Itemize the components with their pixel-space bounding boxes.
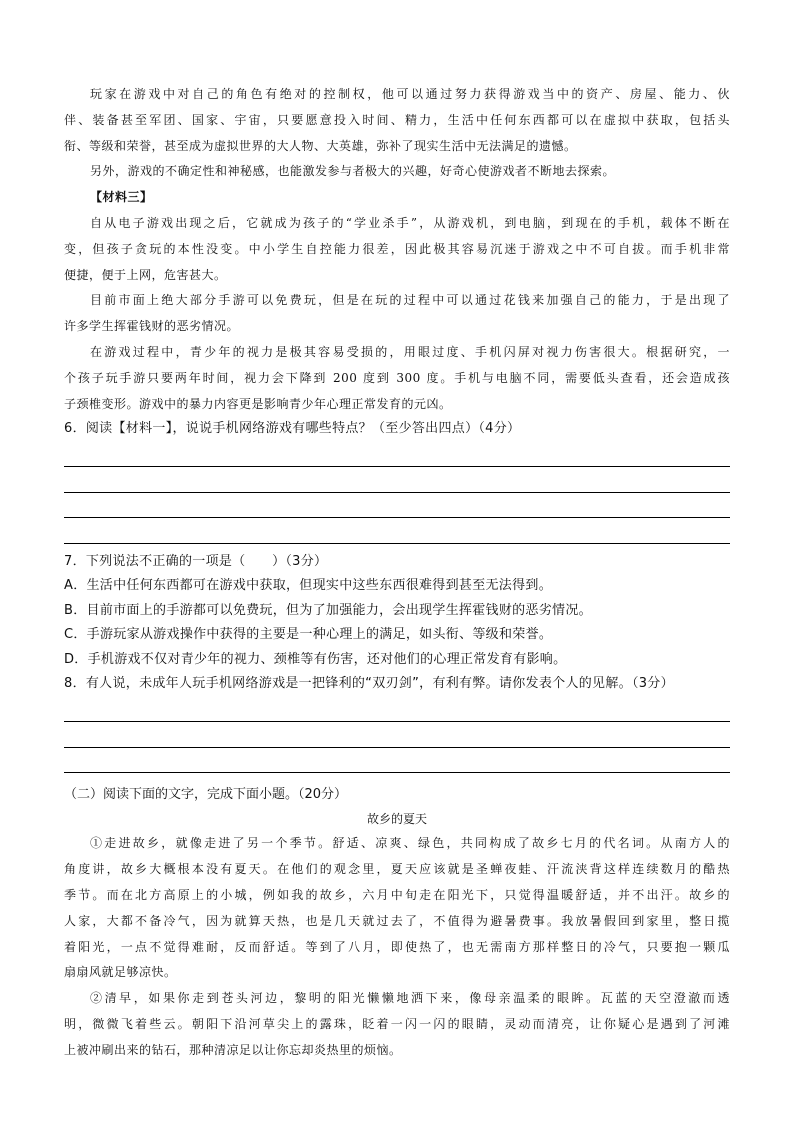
paragraph-line: 上被冲刷出来的钻石，那种清凉足以让你忘却炎热里的烦恼。 [64,1042,402,1057]
paragraph-line: 另外，游戏的不确定性和神秘感，也能激发参与者极大的兴趣，好奇心使游戏者不断地去探索。 [90,164,616,179]
answer-line[interactable] [64,518,730,544]
answer-line[interactable] [64,722,730,748]
section-two-title: （二）阅读下面的文字，完成下面小题。（20分） [64,787,348,803]
answer-lines-q6[interactable] [64,442,730,544]
paragraph-line: 许多学生挥霍钱财的恶劣情况。 [64,319,240,334]
paragraph-line: 变，但孩子贪玩的本性没变。中小学生自控能力很差，因此极其容易沉迷于游戏之中不可自拔。而手机非常 [64,241,730,256]
material-two-tail [64,82,730,417]
answer-line[interactable] [64,442,730,468]
paragraph-line: 扇扇风就足够凉快。 [64,965,177,980]
paragraph-line: 季节。而在北方高原上的小城，例如我的故乡，六月中旬走在阳光下，只觉得温暖舒适，并不出汗。故乡的 [64,887,730,902]
paragraph-line: 明，微微飞着些云。朝阳下沿河草尖上的露珠，眨着一闪一闪的眼睛，灵动而清亮，让你疑心是遇到了河滩 [64,1016,730,1031]
material-three-heading: 【材料三】 [90,190,153,205]
paragraph-line: 角度讲，故乡大概根本没有夏天。在他们的观念里，夏天应该就是圣蝉夜蛙、汗流浃背这样连续数月的酷热 [64,862,730,877]
paragraph-line: 自从电子游戏出现之后，它就成为孩子的“学业杀手”，从游戏机，到电脑，到现在的手机，载体不断在 [90,215,730,230]
answer-line[interactable] [64,748,730,774]
answer-lines-q8[interactable] [64,697,730,774]
paragraph-line: 玩家在游戏中对自己的角色有绝对的控制权，他可以通过努力获得游戏当中的资产、房屋、能力、伙 [90,87,730,101]
paragraph-line: 人家，大都不备冷气，因为就算天热，也是几天就过去了，不值得为避暑费事。我放暑假回到家里，整日揽 [64,913,730,928]
option-c[interactable]: C．手游玩家从游戏操作中获得的主要是一种心理上的满足，如头衔、等级和荣誉。 [64,627,553,643]
question-6: 6．阅读【材料一】，说说手机网络游戏有哪些特点？（至少答出四点）（4分） [64,421,521,437]
paragraph-line: ①走进故乡，就像走进了另一个季节。舒适、凉爽、绿色，共同构成了故乡七月的代名词。从南方人的 [90,836,730,851]
paragraph-line: 子颈椎变形。游戏中的暴力内容更是影响青少年心理正常发育的元凶。 [64,396,452,411]
option-b[interactable]: B．目前市面上的手游都可以免费玩，但为了加强能力，会出现学生挥霍钱财的恶劣情况。 [64,602,592,618]
paragraph-line: 目前市面上绝大部分手游可以免费玩，但是在玩的过程中可以通过花钱来加强自己的能力，于是出现了 [90,293,730,308]
answer-line[interactable] [64,493,730,519]
paragraph-line: ②清早，如果你走到苍头河边，黎明的阳光懒懒地洒下来，像母亲温柔的眼眸。瓦蓝的天空澄澈而透 [90,991,730,1006]
paragraph-line: 在游戏过程中，青少年的视力是极其容易受损的，用眼过度、手机闪屏对视力伤害很大。根据研究，一 [90,344,730,359]
paragraph-line: 着阳光，一点不觉得难耐，反而舒适。等到了八月，即使热了，也无需南方那样整日的冷气，只要抱一颗瓜 [64,939,730,954]
answer-line[interactable] [64,697,730,723]
exam-page [64,82,730,1064]
paragraph-line: 伴、装备甚至军团、国家、宇宙，只要愿意投入时间、精力，生活中任何东西都可以在虚拟中获取，包括头 [64,112,730,127]
essay-title: 故乡的夏天 [366,812,427,827]
answer-line[interactable] [64,467,730,493]
essay-body [64,831,730,1063]
paragraph-line: 个孩子玩手游只要两年时间，视力会下降到 200 度到 300 度。手机与电脑不同，需要低头查看，还会造成孩 [64,370,730,385]
option-a[interactable]: A．生活中任何东西都可在游戏中获取，但现实中这些东西很难得到甚至无法得到。 [64,578,552,594]
paragraph-line: 便捷，便于上网，危害甚大。 [64,267,227,282]
option-d[interactable]: D．手机游戏不仅对青少年的视力、颈椎等有伤害，还对他们的心理正常发育有影响。 [64,651,567,667]
paragraph-line: 衔、等级和荣誉，甚至成为虚拟世界的大人物、大英雄，弥补了现实生活中无法满足的遗憾。 [64,138,577,153]
question-8: 8．有人说，未成年人玩手机网络游戏是一把锋利的“双刃剑”，有利有弊。请你发表个人的见解。（3分） [64,676,674,692]
question-7: 7．下列说法不正确的一项是（ ）（3分） [64,553,328,569]
